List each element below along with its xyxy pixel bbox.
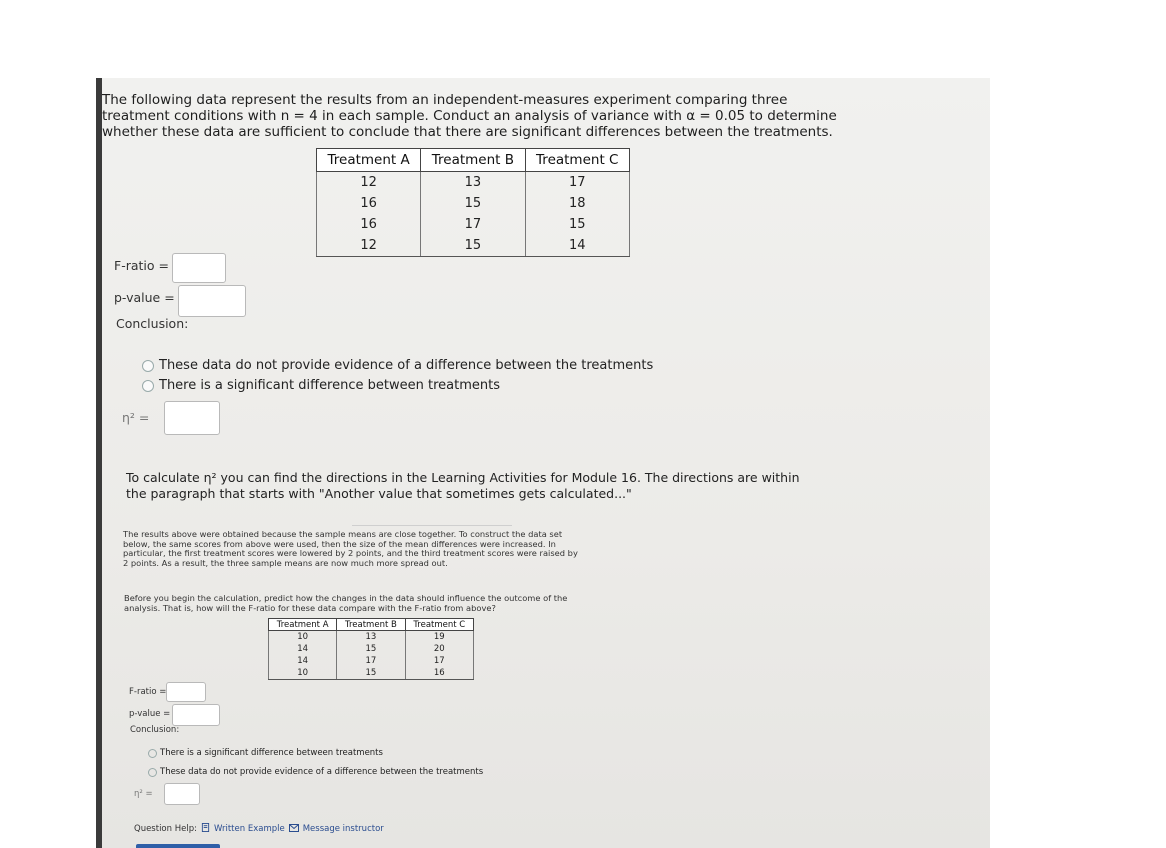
table-cell: 13: [421, 172, 525, 194]
eta-squared-instructions: [126, 470, 826, 502]
intro-line-2: treatment conditions with n = 4 in each sample. Conduct an analysis of variance with α = 0.05 to determine: [102, 108, 837, 124]
table-cell: 18: [525, 193, 629, 214]
section-divider: [352, 525, 512, 526]
p-value-label-2: p-value =: [129, 709, 171, 719]
table-row: [269, 655, 474, 667]
table-cell: 17: [421, 214, 525, 235]
p-value-input-2[interactable]: [172, 704, 220, 726]
f-ratio-input-2[interactable]: [166, 682, 206, 702]
table-cell: 19: [405, 631, 473, 644]
table-cell: 14: [525, 235, 629, 257]
part-2-prediction-text: [124, 594, 614, 613]
header-treatment-c: Treatment C: [405, 619, 473, 631]
intro-line-3: whether these data are sufficient to conclude that there are significant differences between the treatments.: [102, 124, 833, 140]
header-treatment-b: Treatment B: [421, 149, 525, 172]
table-row: [317, 214, 630, 235]
problem-statement: [102, 92, 862, 140]
table-cell: 17: [337, 655, 405, 667]
radio-button[interactable]: [142, 360, 154, 372]
radio-button[interactable]: [148, 768, 157, 777]
document-icon: [201, 823, 210, 835]
treatment-table-2: [268, 618, 474, 680]
table-cell: 15: [337, 667, 405, 680]
option-label: These data do not provide evidence of a difference between the treatments: [159, 358, 654, 373]
table-cell: 10: [269, 667, 337, 680]
eta-help-line-2: the paragraph that starts with "Another value that sometimes gets calculated...": [126, 486, 632, 501]
eta-squared-input-2[interactable]: [164, 783, 200, 805]
table-row: [269, 631, 474, 644]
check-answer-button[interactable]: [136, 844, 220, 848]
p2-line-2: analysis. That is, how will the F-ratio for these data compare with the F-ratio from above?: [124, 602, 496, 613]
header-treatment-a: Treatment A: [317, 149, 421, 172]
table-cell: 20: [405, 643, 473, 655]
conclusion-label-2: Conclusion:: [130, 725, 180, 735]
p1-line-1: The results above were obtained because the sample means are close together. To construct the data set: [123, 529, 563, 539]
conclusion-option-significant-1[interactable]: [142, 378, 500, 393]
treatment-table-1: [316, 148, 630, 257]
conclusion-option-no-evidence-2[interactable]: [148, 767, 483, 777]
option-label: There is a significant difference between treatments: [159, 378, 500, 393]
table-cell: 14: [269, 643, 337, 655]
intro-line-1: The following data represent the results from an independent-measures experiment comparing three: [102, 92, 788, 108]
table-cell: 15: [421, 193, 525, 214]
part-2-description: [123, 530, 623, 568]
option-label: These data do not provide evidence of a difference between the treatments: [160, 767, 484, 777]
question-help-label: Question Help:: [134, 824, 197, 834]
eta-squared-label-2: η² =: [134, 789, 153, 799]
table-cell: 17: [525, 172, 629, 194]
option-label: There is a significant difference between treatments: [160, 748, 383, 758]
screenshot-page: [96, 78, 990, 848]
message-instructor-link[interactable]: Message instructor: [302, 824, 384, 834]
table-cell: 15: [525, 214, 629, 235]
table-cell: 12: [317, 172, 421, 194]
conclusion-option-no-evidence-1[interactable]: [142, 358, 653, 373]
f-ratio-input-1[interactable]: [172, 253, 226, 283]
f-ratio-label-2: F-ratio =: [129, 687, 167, 697]
table-cell: 14: [269, 655, 337, 667]
header-treatment-a: Treatment A: [269, 619, 337, 631]
table-cell: 16: [405, 667, 473, 680]
table-cell: 15: [421, 235, 525, 257]
table-cell: 13: [337, 631, 405, 644]
p-value-label-1: p-value =: [114, 290, 175, 305]
conclusion-option-significant-2[interactable]: [148, 748, 383, 758]
table-row: [317, 193, 630, 214]
written-example-link[interactable]: Written Example: [213, 824, 285, 834]
table-row: [317, 235, 630, 257]
radio-button[interactable]: [148, 749, 157, 758]
question-help-bar: [134, 823, 384, 835]
table-row: [269, 667, 474, 680]
table-cell: 17: [405, 655, 473, 667]
p2-line-1: Before you begin the calculation, predict how the changes in the data should influence the outcome of the: [124, 593, 568, 603]
p1-line-4: 2 points. As a result, the three sample means are now much more spread out.: [123, 557, 448, 568]
table-cell: 10: [269, 631, 337, 644]
header-treatment-b: Treatment B: [337, 619, 405, 631]
eta-squared-input-1[interactable]: [164, 401, 220, 435]
table-cell: 12: [317, 235, 421, 257]
table-row: [269, 643, 474, 655]
radio-button[interactable]: [142, 380, 154, 392]
header-treatment-c: Treatment C: [525, 149, 629, 172]
conclusion-label-1: Conclusion:: [116, 316, 189, 331]
table-cell: 15: [337, 643, 405, 655]
eta-squared-label-1: η² =: [122, 410, 150, 425]
envelope-icon: [289, 824, 299, 835]
p1-line-3: particular, the first treatment scores were lowered by 2 points, and the third treatment scores were raised by: [123, 548, 578, 558]
p1-line-2: below, the same scores from above were used, then the size of the mean differences were increased. In: [123, 538, 556, 549]
table-cell: 16: [317, 214, 421, 235]
table-cell: 16: [317, 193, 421, 214]
p-value-input-1[interactable]: [178, 285, 246, 317]
eta-help-line-1: To calculate η² you can find the directions in the Learning Activities for Module 16. The directions are within: [126, 470, 800, 485]
screen-edge: [96, 78, 102, 848]
table-row: [317, 172, 630, 194]
f-ratio-label-1: F-ratio =: [114, 258, 169, 273]
